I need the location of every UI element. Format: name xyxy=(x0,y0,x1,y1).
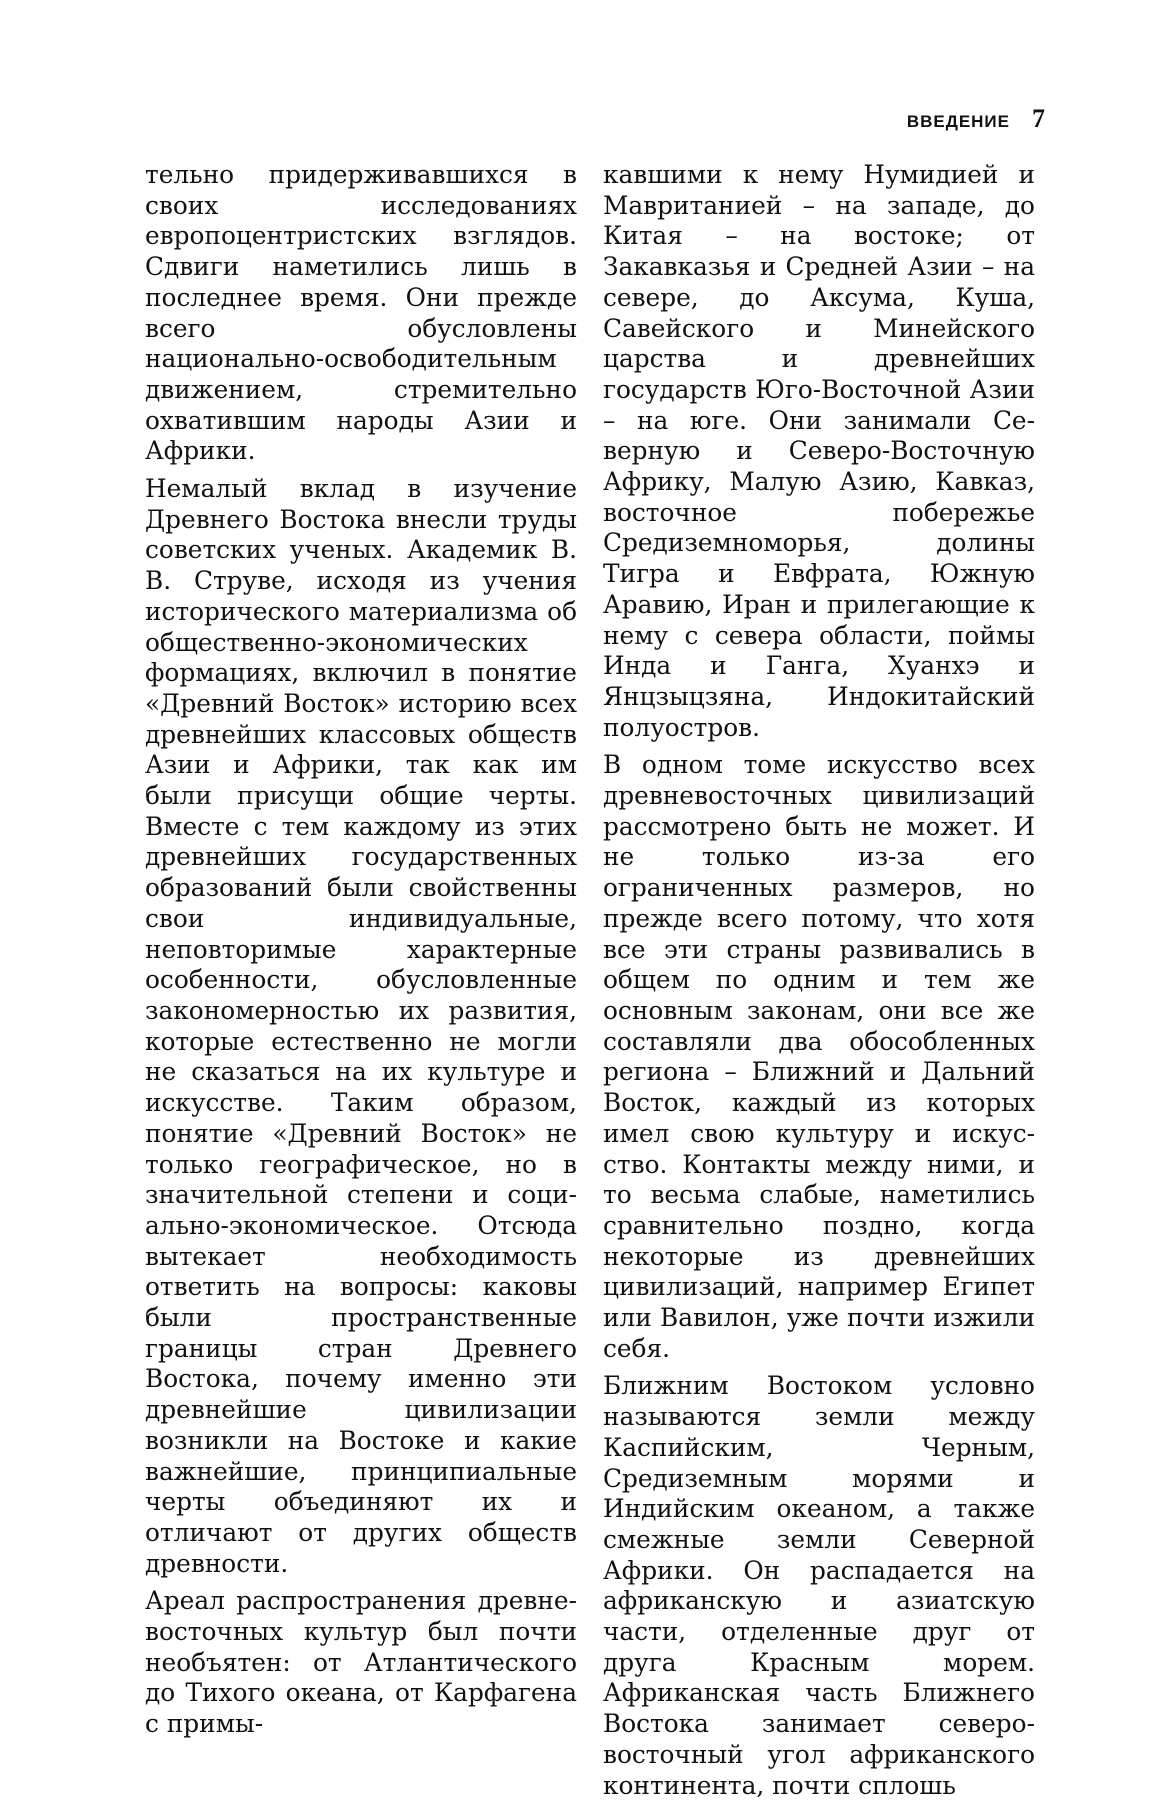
paragraph: Немалый вклад в изучение Древнего Востока внесли труды советских ученых. Академик В. В. Струве, исходя из учения исторического материализма об общественно-экономических формациях, включил в понятие «Древний Восток» историю всех древнейших классовых обществ Азии и Африки, так как им были присущи общие черты. Вместе с тем каждому из этих древнейших государственных образований были свойственны свои индивидуальные, неповторимые характерные особенности, обусловленные закономерностью их развития, которые естественно не могли не сказаться на их культуре и искусстве. Таким образом, понятие «Древний Восток» не только географическое, но в значительной степени и социально-экономическое. Отсюда вытекает необходимость ответить на вопросы: каковы были пространственные границы стран Древнего Востока, почему именно эти древнейшие цивилизации возникли на Востоке и какие важнейшие, принципиальные черты объединяют их и отличают от других обществ древности. xyxy=(145,474,577,1578)
section-title: ВВЕДЕНИЕ xyxy=(906,112,1010,131)
text-column-right xyxy=(603,160,1035,1808)
paragraph: В одном томе искусство всех древневосточных цивилизаций рассмотрено быть не может. И не только из-за его ограниченных размеров, но прежде всего потому, что хотя все эти страны развивались в общем по одним и тем же основным законам, они все же составляли два обособленных региона – Ближний и Дальний Восток, каждый из которых имел свою культуру и искусство. Контакты между ними, и то весьма слабые, наметились сравнительно поздно, когда некоторые из древнейших цивилизаций, например Египет или Вавилон, уже почти изжили себя. xyxy=(603,750,1035,1363)
paragraph: Ближним Востоком условно называются земли между Каспийским, Черным, Средиземным морями и Индийским океаном, а также смежные земли Северной Африки. Он распадается на африканскую и азиатскую части, отделенные друг от друга Красным морем. Африканская часть Ближнего Востока занимает северо-восточный угол африканского континента, почти сплошь xyxy=(603,1371,1035,1800)
page-number: 7 xyxy=(1032,104,1045,133)
paragraph: кавшими к нему Нумидией и Мавританией – на западе, до Китая – на востоке; от Закавказья и Средней Азии – на севере, до Аксума, Куша, Савейского и Минейского царства и древнейших государств Юго-Восточной Азии – на юге. Они занимали Северную и Северо-Восточную Африку, Малую Азию, Кавказ, восточное побережье Средиземноморья, долины Тигра и Евфрата, Южную Аравию, Иран и прилегающие к нему с севера области, поймы Инда и Ганга, Хуанхэ и Янцзыцзяна, Индокитайский полуостров. xyxy=(603,160,1035,742)
paragraph: Ареал распространения древневосточных культур был почти необъятен: от Атлантического до Тихого океана, от Карфагена с примы- xyxy=(145,1586,577,1739)
paragraph: тельно придерживавшихся в своих исследованиях европоцентристских взглядов. Сдвиги наметились лишь в последнее время. Они прежде всего обусловлены национально-освободительным движением, стремительно охватившим народы Азии и Африки. xyxy=(145,160,577,466)
running-head xyxy=(907,104,1045,134)
text-column-left xyxy=(145,160,577,1747)
